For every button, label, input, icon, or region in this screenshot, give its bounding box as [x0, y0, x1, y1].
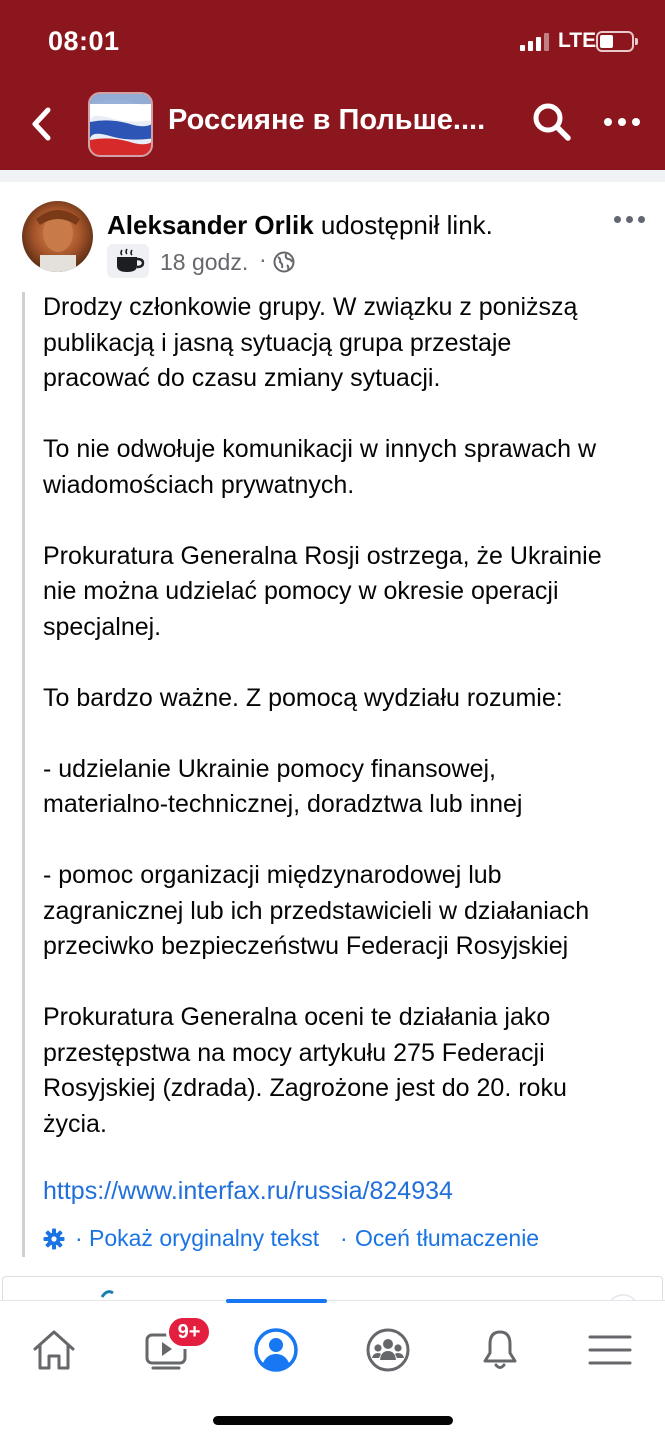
group-title[interactable]: Россияне в Польше....	[168, 104, 486, 136]
search-button[interactable]	[530, 100, 574, 144]
home-icon	[31, 1327, 77, 1373]
post-text-line: - udzielanie Ukrainie pomocy finansowej,	[43, 754, 497, 783]
post-text-line: przeciwko bezpieczeństwu Federacji Rosyjskiej	[43, 932, 569, 960]
post-author-line	[107, 210, 493, 241]
post-paragraph	[43, 681, 653, 717]
post-text-line: przestępstwa na mocy artykułu 275 Federacji	[43, 1038, 545, 1067]
author-action: udostępnił link.	[320, 210, 493, 240]
menu-icon	[587, 1327, 633, 1373]
network-label: LTE	[558, 29, 597, 52]
search-icon	[530, 100, 574, 144]
post-text-line: To bardzo ważne. Z pomocą wydziału rozumie:	[43, 683, 563, 712]
chevron-left-icon	[24, 102, 64, 146]
groups-icon	[365, 1327, 411, 1373]
tab-home[interactable]	[24, 1323, 84, 1379]
post-paragraph	[43, 858, 653, 965]
post-paragraph	[43, 1000, 653, 1142]
post-paragraph	[43, 290, 653, 397]
nav-bar	[0, 82, 665, 170]
more-options-button[interactable]	[600, 110, 644, 134]
rate-translation-link[interactable]: Oceń tłumaczenie	[355, 1225, 540, 1251]
tab-profile[interactable]	[246, 1323, 306, 1379]
post-text-line: Prokuratura Generalna oceni te działania jako	[43, 1003, 551, 1031]
more-horizontal-icon	[604, 118, 612, 126]
coffee-cup-icon	[107, 244, 149, 278]
battery-icon	[596, 31, 638, 52]
meta-separator: ·	[259, 246, 267, 272]
gear-icon[interactable]	[43, 1228, 65, 1250]
author-name[interactable]: Aleksander Orlik	[107, 210, 314, 240]
post-timestamp[interactable]: 18 godz.	[160, 249, 249, 275]
signal-icon	[520, 33, 550, 51]
post-paragraph	[43, 752, 653, 823]
post-text-line: - pomoc organizacji międzynarodowej lub	[43, 861, 502, 889]
home-indicator[interactable]	[213, 1416, 453, 1425]
profile-icon	[253, 1327, 299, 1373]
post-text-line: zagranicznej lub ich przedstawicieli w działaniach	[43, 896, 590, 925]
tab-notifications[interactable]	[470, 1323, 530, 1379]
post-text-line: materialno-technicznej, doradztwa lub innej	[43, 790, 523, 818]
post-text-line: Drodzy członkowie grupy. W związku z poniższą	[43, 293, 578, 321]
post-text-line: Rosyjskiej (zdrada). Zagrożone jest do 20. roku	[43, 1074, 567, 1102]
author-avatar[interactable]	[22, 201, 93, 272]
more-horizontal-icon	[614, 216, 621, 223]
shared-content-bar	[22, 292, 25, 1257]
post-text-line: specjalnej.	[43, 612, 162, 641]
post-paragraph	[43, 432, 653, 503]
status-time: 08:01	[48, 26, 120, 56]
post-paragraph	[43, 539, 653, 646]
tab-groups[interactable]	[358, 1323, 418, 1379]
post-text-line: nie można udzielać pomocy w okresie operacji	[43, 577, 559, 605]
post-text-line: pracować do czasu zmiany sytuacji.	[43, 364, 441, 392]
status-bar	[0, 0, 665, 82]
post-text-line: To nie odwołuje komunikacji w innych sprawach w	[43, 435, 597, 463]
tab-menu[interactable]	[580, 1323, 640, 1379]
active-tab-indicator	[226, 1299, 327, 1303]
post-text-line: Prokuratura Generalna Rosji ostrzega, że Ukrainie	[43, 541, 602, 570]
shared-link[interactable]: https://www.interfax.ru/russia/824934	[43, 1177, 453, 1205]
group-avatar[interactable]	[88, 92, 153, 157]
video-notification-badge: 9+	[166, 1315, 212, 1349]
globe-icon	[273, 251, 295, 273]
translation-separator: ·	[75, 1225, 83, 1251]
post-options-button[interactable]	[612, 210, 646, 230]
show-original-link[interactable]: Pokaż oryginalny tekst	[89, 1225, 320, 1251]
post-text-line: wiadomościach prywatnych.	[43, 470, 355, 499]
russian-flag-icon	[90, 94, 153, 157]
member-badge[interactable]	[107, 244, 149, 278]
post-text	[43, 290, 653, 1177]
translation-separator: ·	[340, 1225, 348, 1251]
section-divider	[0, 170, 665, 182]
post-text-line: życia.	[43, 1109, 107, 1138]
post-text-line: publikacją i jasną sytuacją grupa przestaje	[43, 328, 512, 357]
app-header	[0, 0, 665, 170]
back-button[interactable]	[24, 102, 64, 146]
bell-icon	[477, 1327, 523, 1373]
